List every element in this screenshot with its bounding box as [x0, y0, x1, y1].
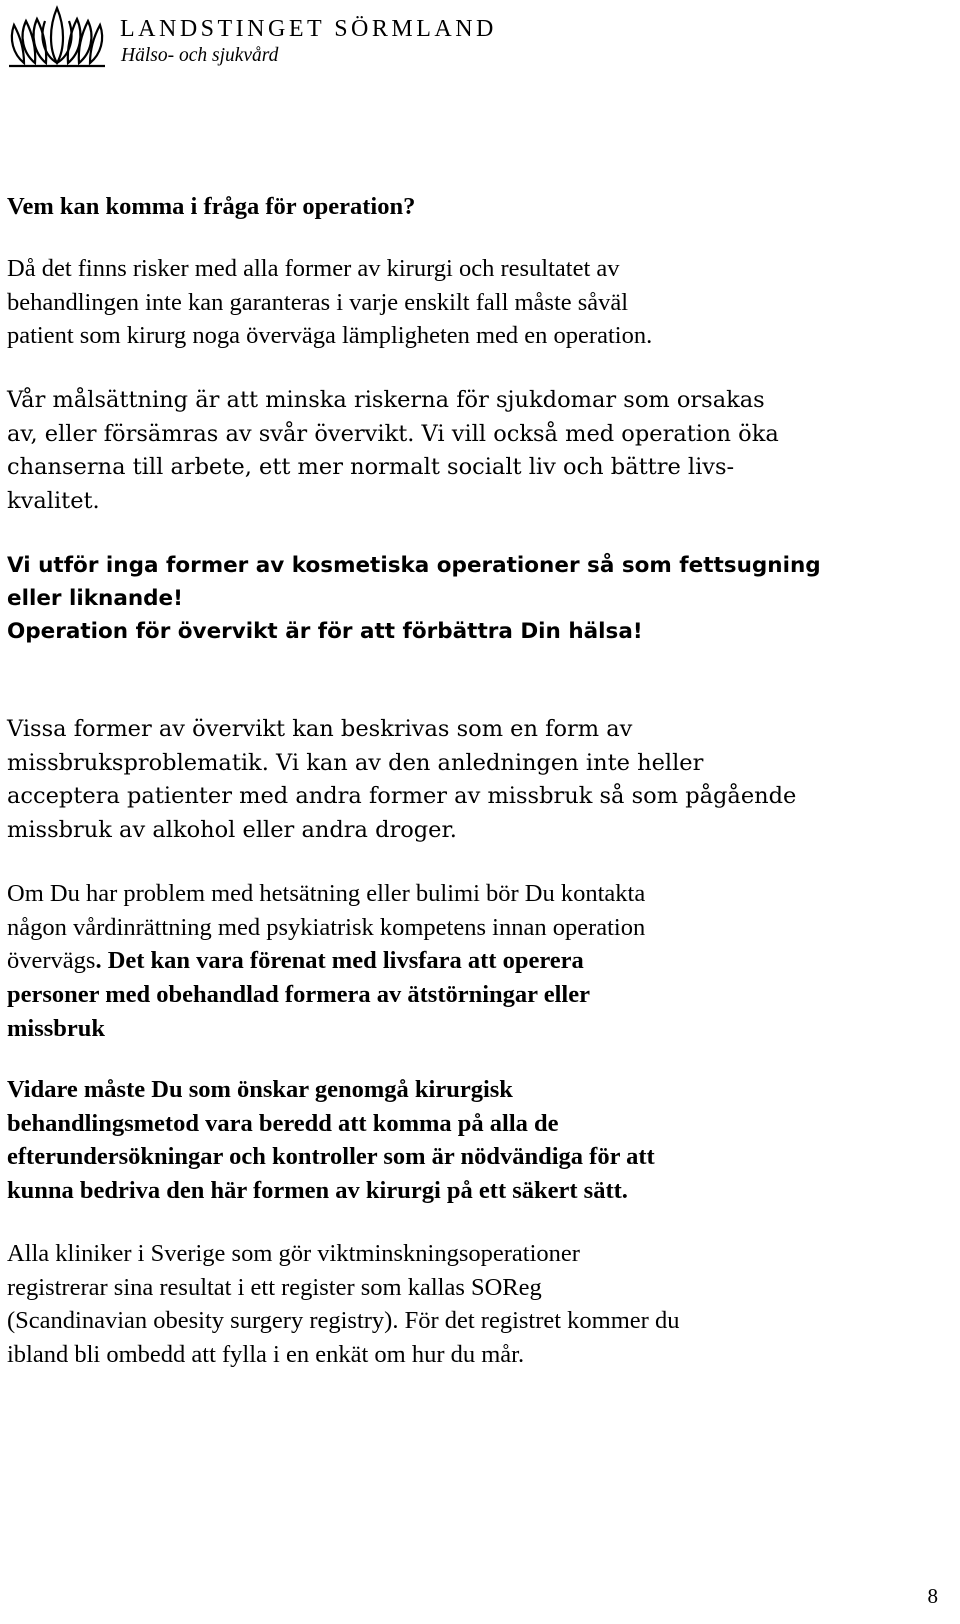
text-line: Vidare måste Du som önskar genomgå kirurgisk [7, 1076, 513, 1103]
text-line: Operation för övervikt är för att förbättra Din hälsa! [7, 619, 643, 644]
text-line: chanserna till arbete, ett mer normalt socialt liv och bättre livs- [7, 454, 735, 481]
text-line: någon vårdinrättning med psykiatrisk kompetens innan operation [7, 913, 646, 941]
text-line: av, eller försämras av svår övervikt. Vi vill också med operation öka [7, 420, 779, 447]
paragraph-goals [7, 384, 947, 519]
text-line: kunna bedriva den här formen av kirurgi på ett säkert sätt. [7, 1177, 628, 1205]
text-line: behandlingen inte kan garanteras i varje enskilt fall måste såväl [7, 288, 629, 316]
text-line: missbruk [7, 1014, 106, 1042]
paragraph-eating-disorders [7, 877, 947, 1046]
text-line: ibland bli ombedd att fylla i en enkät om hur du mår. [7, 1341, 525, 1369]
tulip-crown-logo-icon [6, 5, 108, 69]
text-line: patient som kirurg noga överväga lämpligheten med en operation. [7, 322, 653, 350]
page-number: 8 [927, 1584, 938, 1608]
text-line: registrerar sina resultat i ett register som kallas SOReg [7, 1273, 542, 1301]
text-line: kvalitet. [7, 488, 100, 515]
text-line: eller liknande! [7, 586, 183, 611]
paragraph-risks [7, 252, 947, 353]
paragraph-no-cosmetic [7, 549, 947, 648]
text-line: Om Du har problem med hetsätning eller bulimi bör Du kontakta [7, 880, 646, 907]
text-line: personer med obehandlad formera av ätstörningar eller [7, 981, 590, 1009]
text-line: behandlingsmetod vara beredd att komma på alla de [7, 1109, 559, 1137]
text-line: Vissa former av övervikt kan beskrivas som en form av [7, 716, 633, 742]
text-line: Vi utför inga former av kosmetiska operationer så som fettsugning [7, 553, 821, 578]
paragraph-registry [7, 1237, 947, 1372]
document-header [0, 0, 960, 80]
text-line: Då det finns risker med alla former av kirurgi och resultatet av [7, 255, 620, 282]
page-heading: Vem kan komma i fråga för operation? [7, 193, 416, 220]
paragraph-follow-up [7, 1073, 947, 1208]
paragraph-addiction [7, 713, 947, 848]
text-line [7, 944, 947, 978]
text-line: (Scandinavian obesity surgery registry). För det registret kommer du [7, 1307, 680, 1335]
text-line: Alla kliniker i Sverige som gör viktminskningsoperationer [7, 1240, 580, 1267]
text-line: missbruksproblematik. Vi kan av den anledningen inte heller [7, 749, 704, 776]
text-line: missbruk av alkohol eller andra droger. [7, 817, 457, 844]
text-line: Vår målsättning är att minska riskerna för sjukdomar som orsakas [7, 387, 765, 413]
organization-subtitle: Hälso- och sjukvård [121, 45, 279, 66]
text-line: efterundersökningar och kontroller som är nödvändiga för att [7, 1143, 655, 1171]
organization-name: LANDSTINGET SÖRMLAND [120, 16, 497, 42]
text-regular: övervägs [7, 947, 96, 975]
text-line: acceptera patienter med andra former av missbruk så som pågående [7, 783, 797, 810]
text-bold: . Det kan vara förenat med livsfara att operera [95, 947, 584, 975]
